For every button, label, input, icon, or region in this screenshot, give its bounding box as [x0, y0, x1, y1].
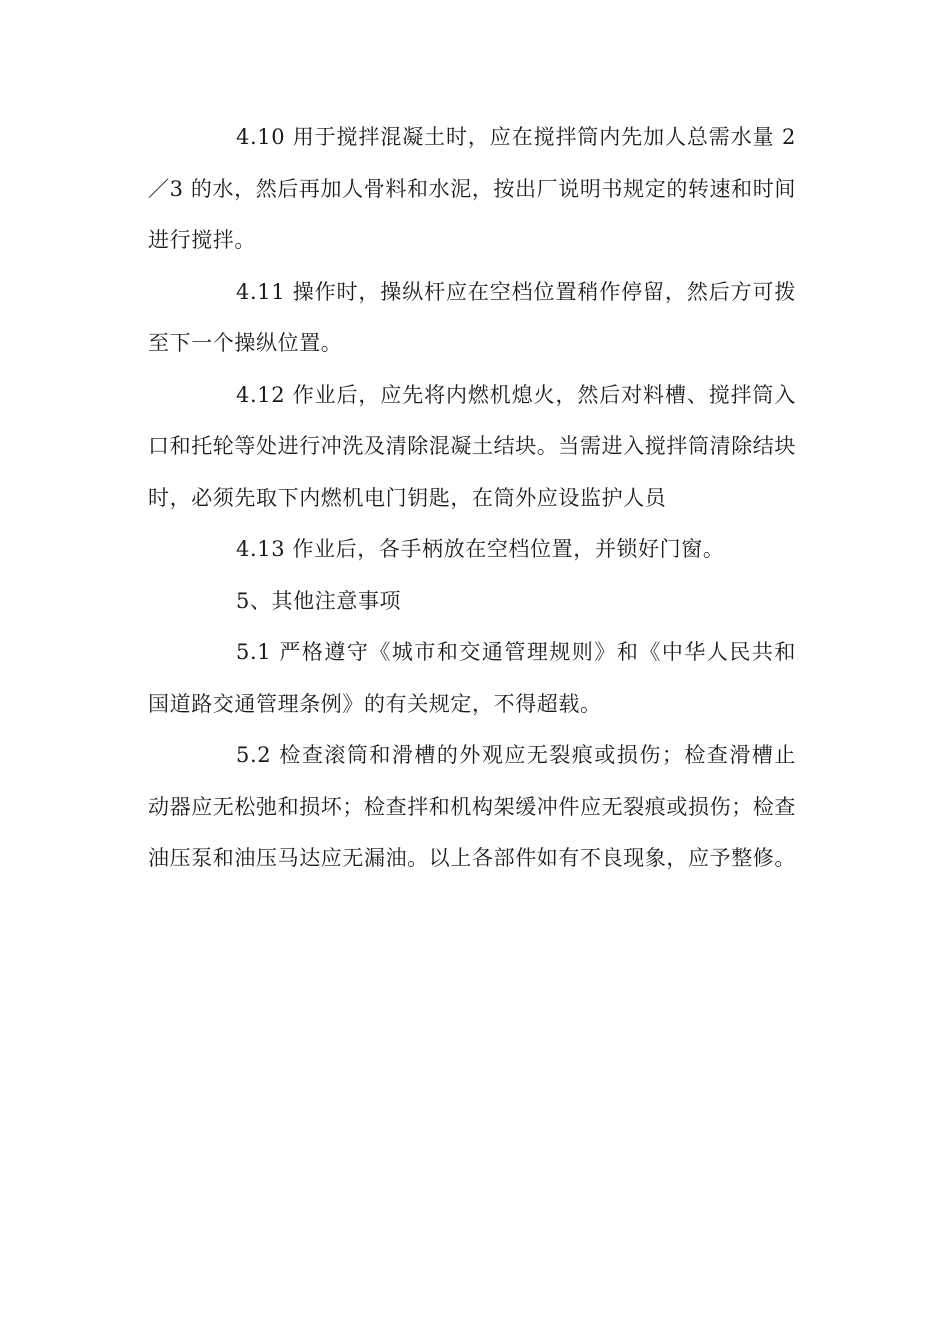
paragraph-4-12: 4.12 作业后，应先将内燃机熄火，然后对料槽、搅拌筒入口和托轮等处进行冲洗及清除混凝土结块。当需进入搅拌筒清除结块时，必须先取下内燃机电门钥匙，在筒外应设监护人员 — [148, 382, 796, 510]
section-heading-5: 5、其他注意事项 — [236, 588, 402, 613]
paragraph-4-10: 4.10 用于搅拌混凝土时，应在搅拌筒内先加人总需水量 2／3 的水，然后再加人骨料和水泥，按出厂说明书规定的转速和时间进行搅拌。 — [148, 125, 796, 252]
paragraph-5-1: 5.1 严格遵守《城市和交通管理规则》和《中华人民共和国道路交通管理条例》的有关规定，不得超载。 — [148, 640, 796, 716]
paragraph-4-13: 4.13 作业后，各手柄放在空档位置，并锁好门窗。 — [236, 537, 725, 561]
document-body — [148, 112, 796, 885]
paragraph-4-11: 4.11 操作时，操纵杆应在空档位置稍作停留，然后方可拨至下一个操纵位置。 — [148, 279, 796, 355]
paragraph-5-2: 5.2 检查滚筒和滑槽的外观应无裂痕或损伤；检查滑槽止动器应无松弛和损坏；检查拌和机构架缓冲件应无裂痕或损伤；检查油压泵和油压马达应无漏油。以上各部件如有不良现象，应予整修。 — [148, 743, 796, 870]
